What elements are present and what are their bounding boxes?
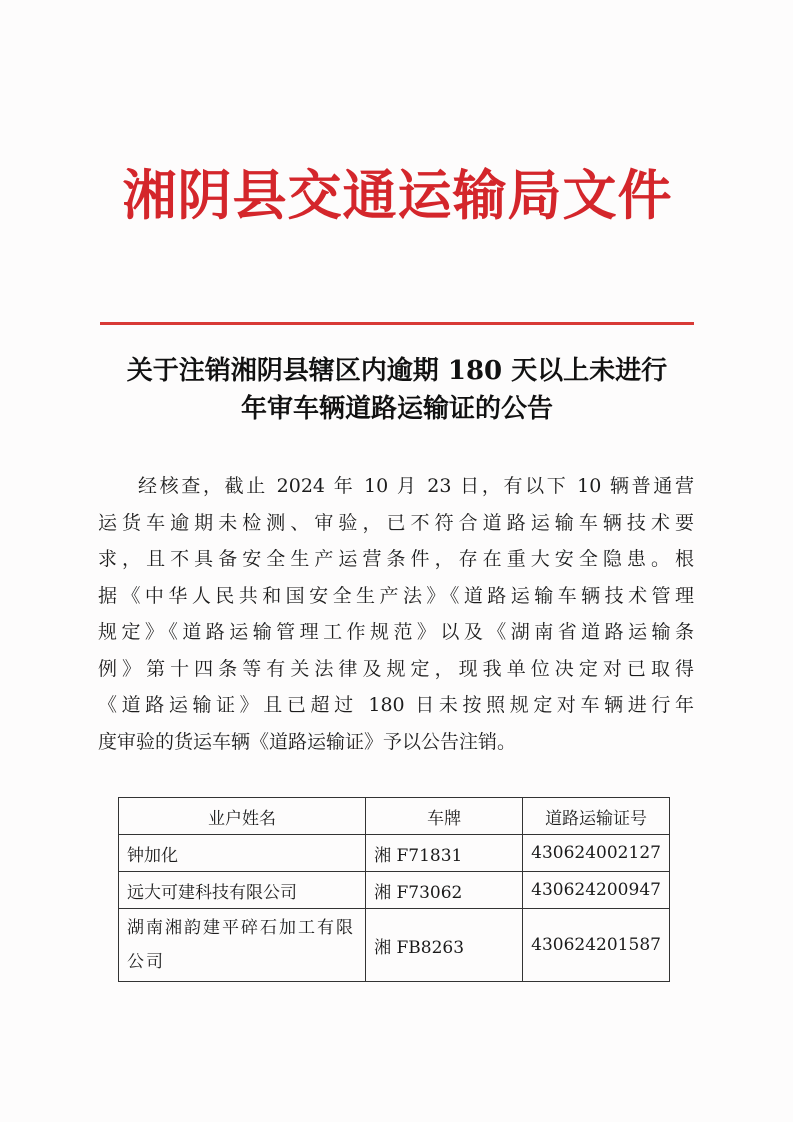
header-divider xyxy=(100,322,694,325)
table-row xyxy=(119,835,670,872)
body-line: 运货车逾期未检测、审验，已不符合道路运输车辆技术要 xyxy=(98,511,694,534)
body-line: 《道路运输证》且已超过 180 日未按照规定对车辆进行年 xyxy=(98,694,694,716)
document-header: 湘阴县交通运输局文件 xyxy=(122,163,673,227)
body-line: 规定》《道路运输管理工作规范》以及《湖南省道路运输条 xyxy=(98,621,694,643)
body-line: 例》第十四条等有关法律及规定，现我单位决定对已取得 xyxy=(98,657,694,680)
notice-title-line-2: 年审车辆道路运输证的公告 xyxy=(240,394,553,424)
table-row xyxy=(119,909,670,982)
owner-cell: 远大可建科技有限公司 xyxy=(119,872,366,909)
table-row xyxy=(119,872,670,909)
license-cell: 430624200947 xyxy=(523,872,670,909)
column-header-owner: 业户姓名 xyxy=(119,798,366,835)
body-line: 求，且不具备安全生产运营条件，存在重大安全隐患。根 xyxy=(98,548,694,570)
notice-body xyxy=(98,468,694,760)
plate-cell: 湘 F71831 xyxy=(366,835,523,872)
owner-cell: 钟加化 xyxy=(119,835,366,872)
plate-cell: 湘 FB8263 xyxy=(366,909,523,982)
owner-cell-wrapped xyxy=(119,909,366,982)
license-cell: 430624201587 xyxy=(523,909,670,982)
body-line: 经核查，截止 2024 年 10 月 23 日，有以下 10 辆普通营 xyxy=(138,475,694,497)
table-header-row xyxy=(119,798,670,835)
notice-title xyxy=(96,352,698,428)
body-line: 据《中华人民共和国安全生产法》《道路运输车辆技术管理 xyxy=(98,584,694,607)
notice-title-line-1: 关于注销湘阴县辖区内逾期 180 天以上未进行 xyxy=(126,356,668,386)
owner-cell: 湖南湘韵建平碎石加工有限公司 xyxy=(127,918,355,972)
license-cell: 430624002127 xyxy=(523,835,670,872)
plate-cell: 湘 F73062 xyxy=(366,872,523,909)
column-header-license: 道路运输证号 xyxy=(523,798,670,835)
column-header-plate: 车牌 xyxy=(366,798,523,835)
vehicle-table xyxy=(118,797,670,982)
body-line: 度审验的货运车辆《道路运输证》予以公告注销。 xyxy=(98,730,517,753)
